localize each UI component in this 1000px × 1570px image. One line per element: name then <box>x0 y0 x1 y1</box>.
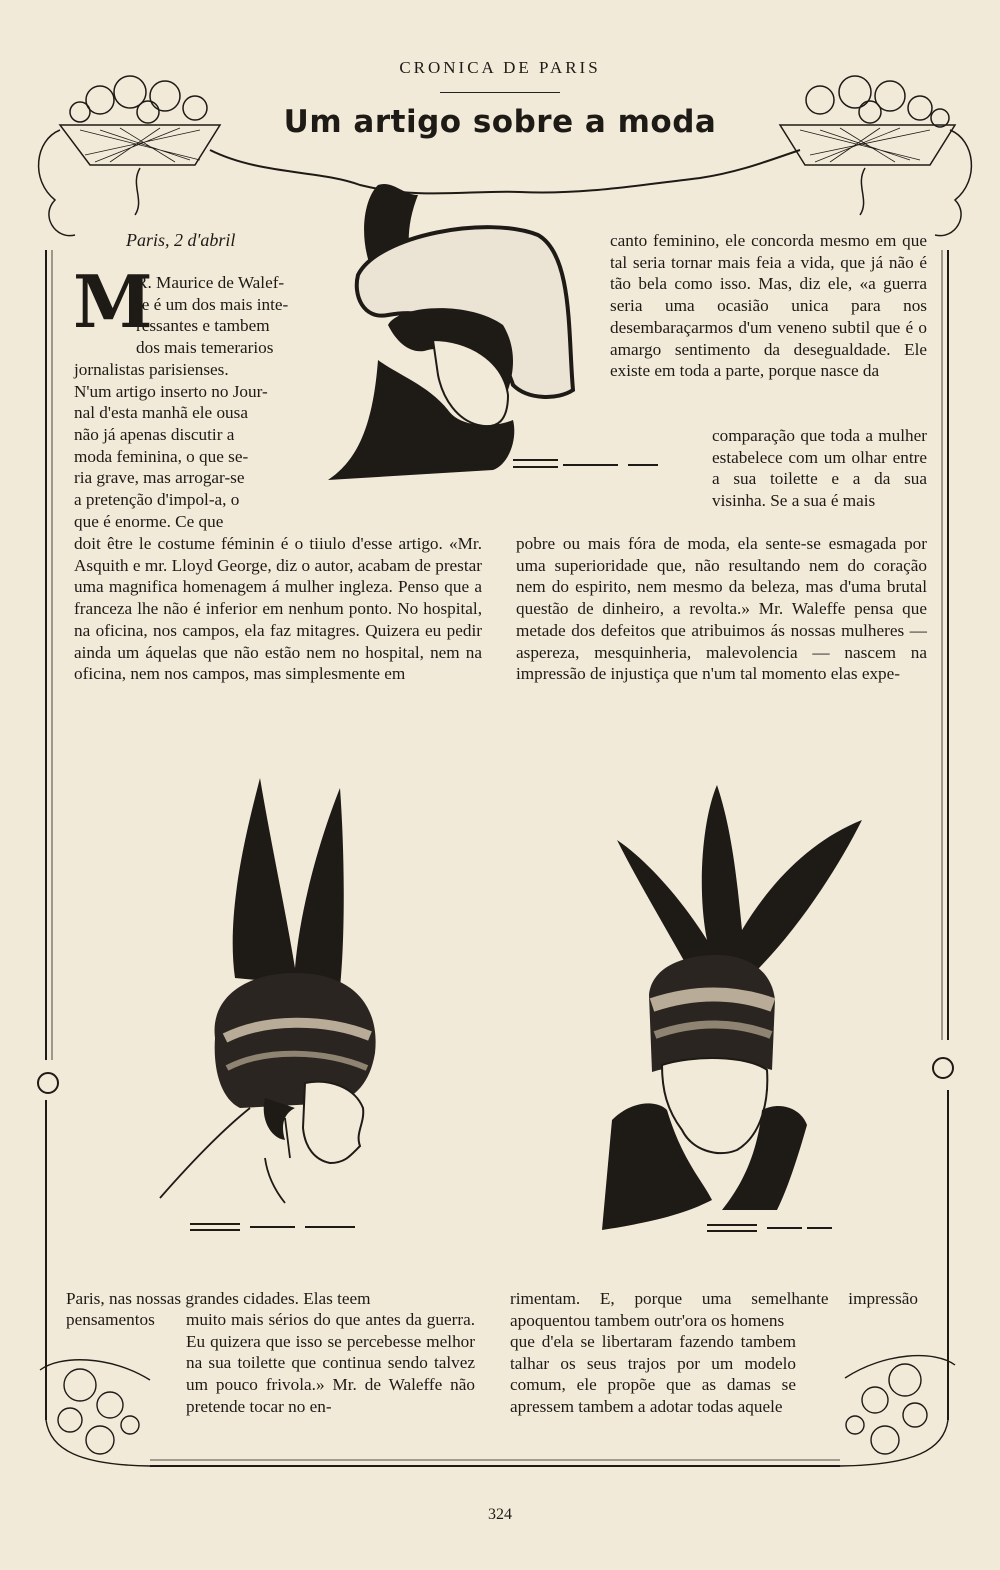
column1-top-capline <box>136 272 313 359</box>
text-line: a pretenção d'impol-a, o <box>74 490 240 510</box>
column2-bottom-a <box>510 1288 918 1331</box>
title-rule <box>440 92 560 93</box>
text-line: que é enorme. Ce que <box>74 511 224 531</box>
text-line: pensamentos <box>66 1310 155 1329</box>
dateline: Paris, 2 d'abril <box>126 230 236 250</box>
running-title: CRONICA DE PARIS <box>399 58 601 77</box>
column2-top-a <box>610 230 927 382</box>
column1-top-lines <box>74 359 313 533</box>
text-line: jornalistas parisienses. <box>74 360 229 379</box>
text-line: moda feminina, o que se- <box>74 446 249 466</box>
paragraph: pobre ou mais fóra de moda, ela sente-se esmagada por uma superioridade que, não resultando nem do coração nem do espirito, nem mesmo da beleza, mas d'uma brutal questão de dinheiro, a revolta.» Mr. Waleffe pensa que metade dos defeitos que atribuimos ás nossas mulheres — aspereza, mesquinheria, malevolencia — nascem na impressão de injustiça que n'um tal momento elas expe- <box>516 534 927 684</box>
woman-profile-tall-hat-illustration <box>155 778 395 1238</box>
column2-top-b <box>712 425 927 512</box>
article-title: Um artigo sobre a moda <box>283 104 717 140</box>
paragraph: comparação que toda a mulher estabelece com um olhar entre a sua toilette e a da sua visinha. Se a sua é mais <box>712 426 927 511</box>
column1-bottom-rest <box>186 1309 475 1418</box>
page-number: 324 <box>488 1506 512 1523</box>
text-line: ria grave, mas arrogar-se <box>74 468 245 488</box>
paragraph: muito mais sérios do que antes da guerra. Eu quizera que isso se percebesse melhor na sua toilette que continua sendo talvez um pouco frivola.» Mr. de Waleffe não pretende tocar no en- <box>186 1310 475 1416</box>
column2-bottom-b <box>510 1331 796 1418</box>
paragraph: que d'ela se libertaram fazendo tambem talhar os seus trajos por um modelo comum, ele propõe que as damas se apressem tambem a adotar todas aquele <box>510 1332 796 1417</box>
column1-top-wide <box>74 533 482 685</box>
paragraph: rimentam. E, porque uma semelhante impressão apoquentou tambem outr'ora os homens <box>510 1289 918 1330</box>
column2-top-c <box>516 533 927 685</box>
woman-front-bow-hat-illustration <box>597 780 867 1240</box>
text-line: não já apenas discutir a <box>74 425 235 445</box>
text-line: fe é um dos mais inte- <box>136 294 289 314</box>
text-line: nal d'esta manhã ele ousa <box>74 403 248 423</box>
text-line: N'um artigo inserto no Jour- <box>74 381 268 401</box>
column1-bottom-first <box>66 1288 475 1310</box>
paragraph: canto feminino, ele concorda mesmo em que tal seria tornar mais feia a vida, que já não é tão bela como isso. Mas, diz ele, «a guerra seria uma ocasião unica para nos desembaraçarmos d'um veneno subtil que é o amargo sentimento da desegualdade. Ele existe em toda a parte, porque nasce da <box>610 231 927 381</box>
text-line: Paris, nas nossas grandes cidades. Elas teem <box>66 1289 371 1308</box>
text-line: ressantes e tambem <box>136 316 270 336</box>
woman-wide-brim-hat-illustration <box>318 175 588 485</box>
text-line: R. Maurice de Walef- <box>136 273 285 292</box>
text-line: dos mais temerarios <box>136 338 274 358</box>
column1-bottom-left-word <box>66 1309 186 1331</box>
paragraph: doit être le costume féminin é o tiiulo d'esse artigo. «Mr. Asquith e mr. Lloyd George, diz o autor, acabam de prestar uma magnifica homenagem á mulher ingleza. Penso que a franceza lhe não é inferior em nenhum ponto. No hospital, na oficina, nos campos, ela faz mitagres. Quizera eu pedir ainda um áquelas que não estão nem no hospital, nem na oficina, nem nos campos, mas simplesmente em <box>74 534 482 684</box>
drop-cap: M <box>73 259 153 344</box>
